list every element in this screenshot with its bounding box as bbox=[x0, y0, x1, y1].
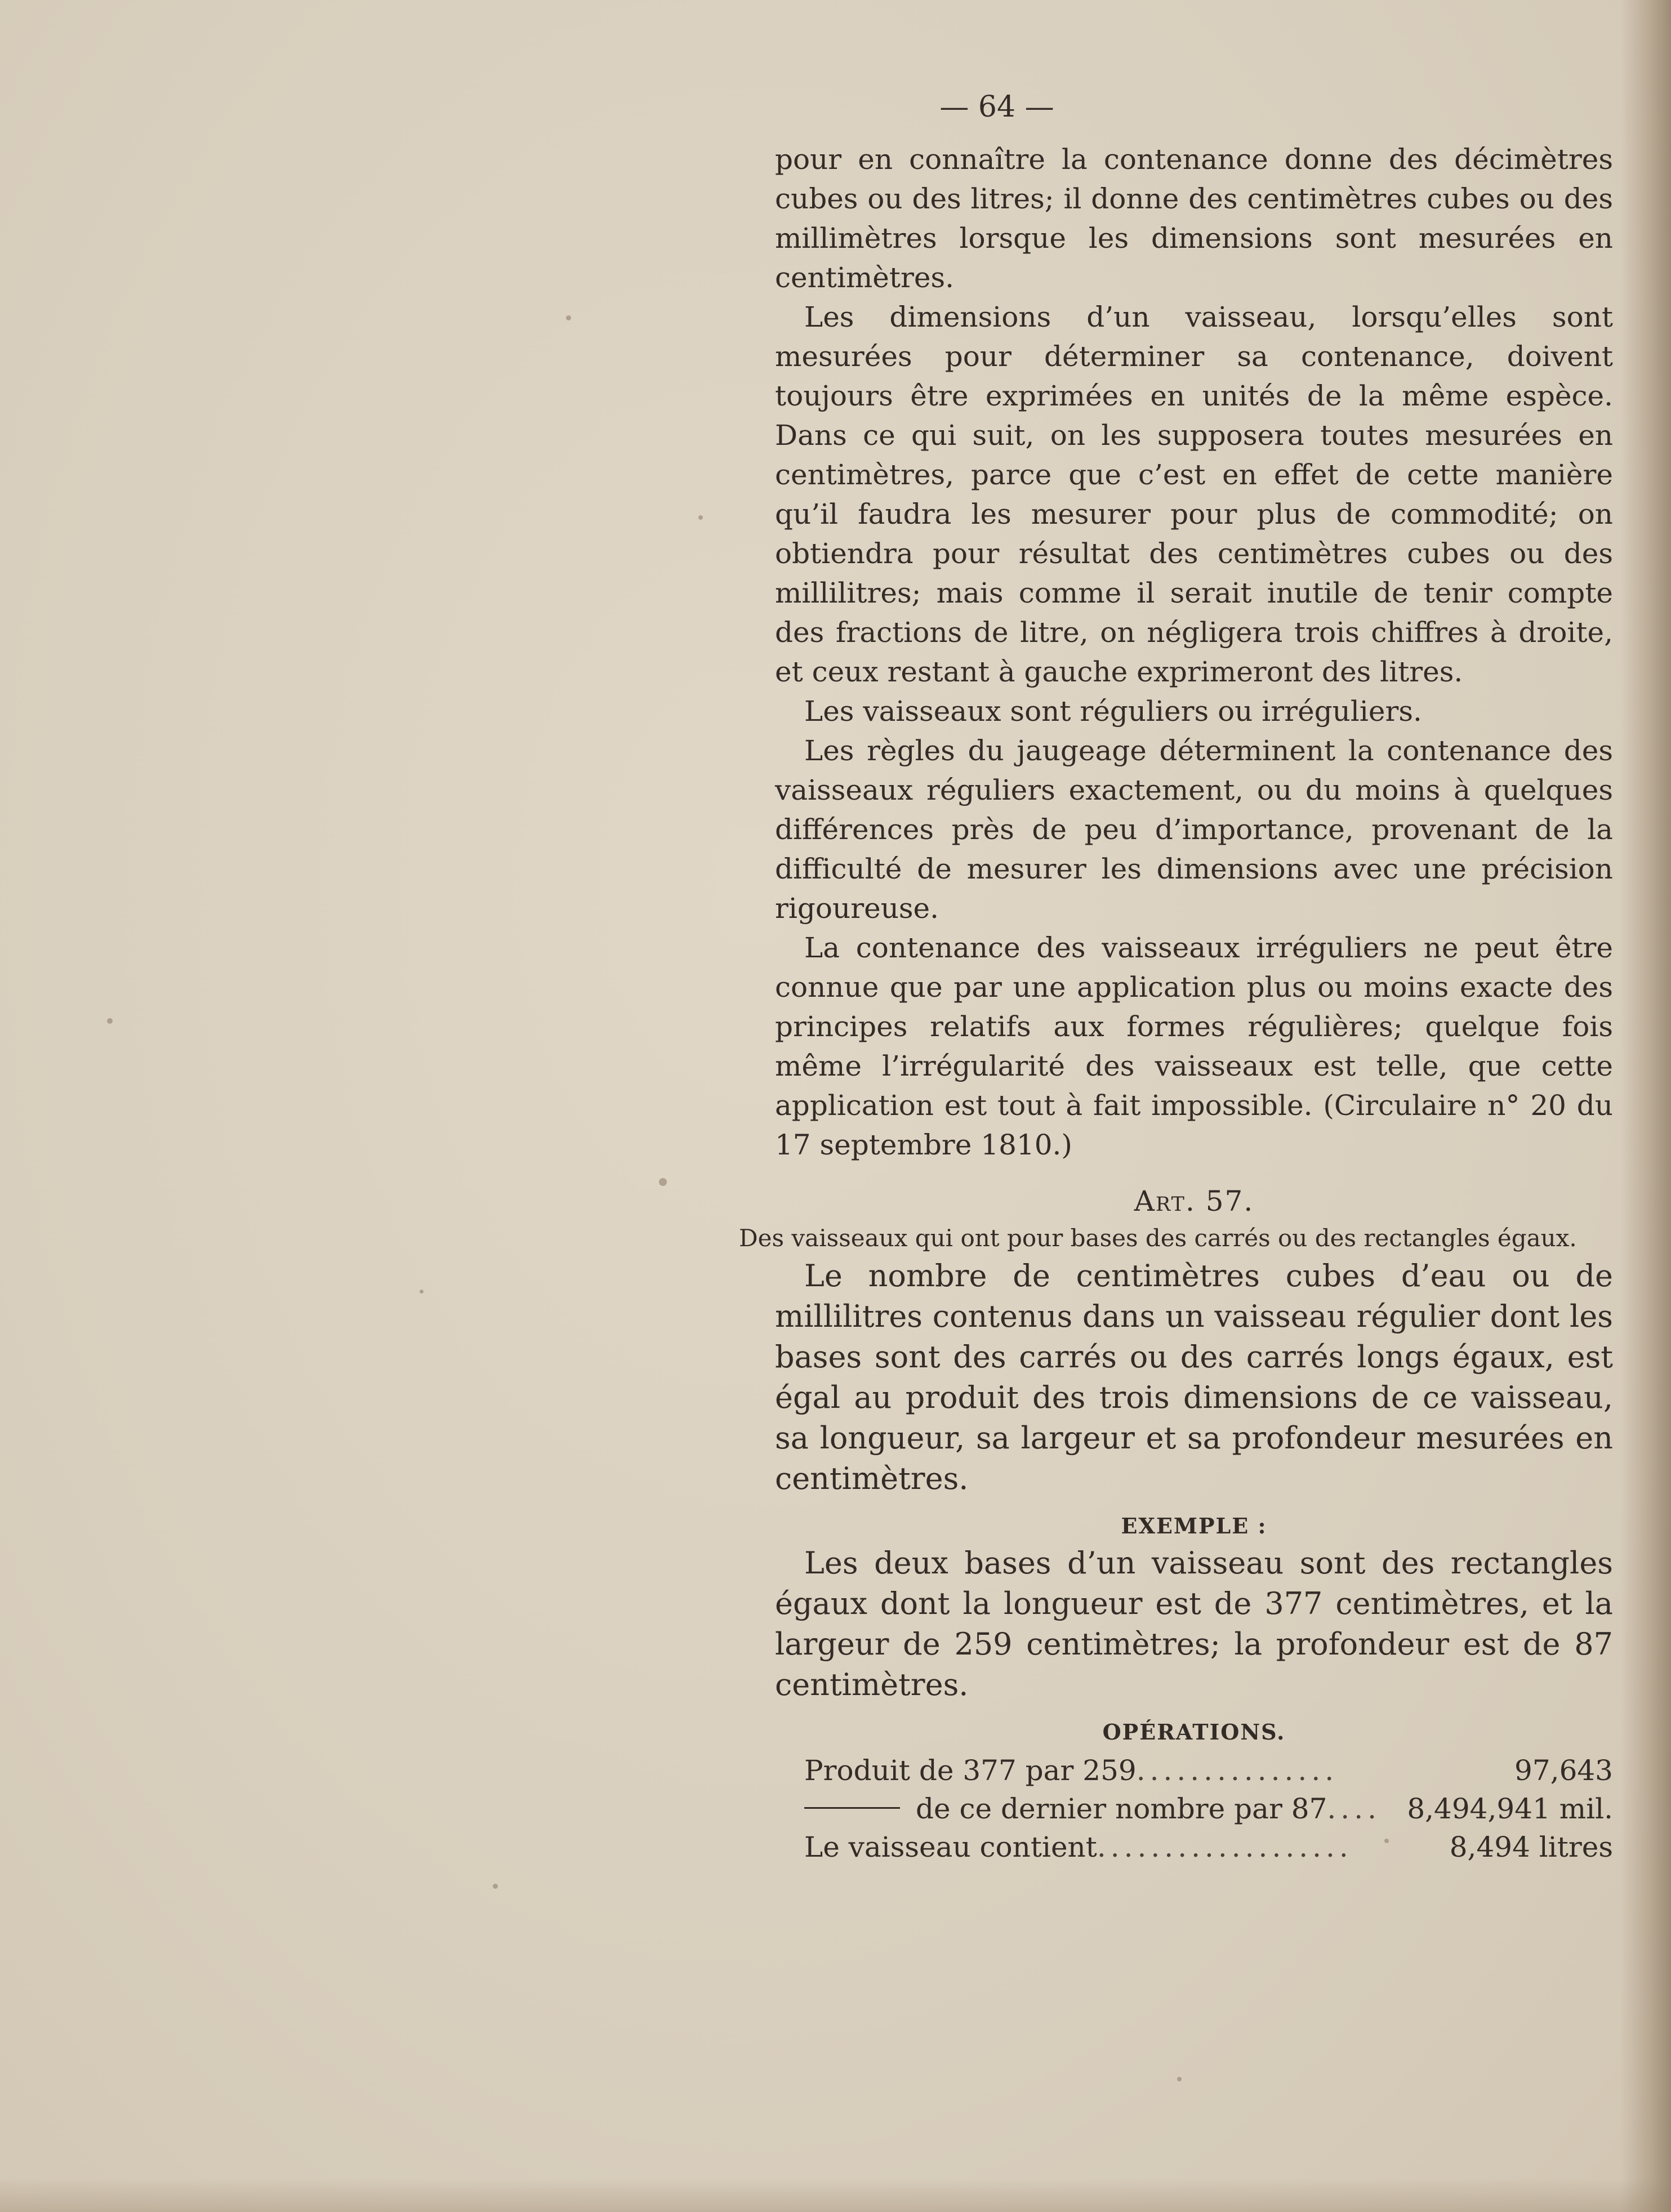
dot-leader: ............... bbox=[1136, 1754, 1339, 1787]
operation-label: de ce dernier nombre par 87 bbox=[916, 1792, 1327, 1825]
foxing-spot bbox=[1177, 2077, 1182, 2081]
article-heading bbox=[775, 1181, 1613, 1221]
paragraph-vaisseaux-types: Les vaisseaux sont réguliers ou irréguliers. bbox=[804, 695, 1422, 728]
paragraph-contenance-continued: pour en connaître la contenance donne des décimètres cubes ou des litres; il donne des centimètres cubes ou des millimètres lorsque les dimensions sont mesurées en centimètres. bbox=[775, 143, 1613, 294]
operation-row bbox=[775, 1751, 1613, 1790]
operation-row bbox=[775, 1790, 1613, 1828]
operation-label: Le vaisseau contient bbox=[804, 1831, 1097, 1863]
foxing-spot bbox=[659, 1178, 667, 1186]
operation-value: 97,643 bbox=[1514, 1754, 1613, 1787]
bottom-shadow bbox=[0, 2178, 1671, 2212]
article-heading-text: Art. 57. bbox=[1134, 1185, 1254, 1218]
binding-shadow bbox=[1620, 0, 1671, 2212]
example-body: Les deux bases d’un vaisseau sont des rectangles égaux dont la longueur est de 377 centimètres, et la largeur de 259 centimètres; la profondeur est de 87 centimètres. bbox=[775, 1545, 1613, 1702]
foxing-spot bbox=[420, 1290, 424, 1294]
foxing-spot bbox=[107, 1018, 113, 1024]
operation-value: 8,494 litres bbox=[1449, 1831, 1613, 1863]
operations-heading: OPÉRATIONS. bbox=[1102, 1719, 1286, 1745]
operation-value: 8,494,941 mil. bbox=[1407, 1792, 1613, 1825]
ditto-dash bbox=[804, 1807, 900, 1809]
paragraph-regles-jaugeage: Les règles du jaugeage déterminent la contenance des vaisseaux réguliers exactement, ou du moins à quelques différences près de peu d’importance, provenant de la difficulté de mesurer les dimensions avec une précision rigoureuse. bbox=[775, 734, 1613, 925]
article-subtitle: Des vaisseaux qui ont pour bases des carrés ou des rectangles égaux. bbox=[739, 1224, 1577, 1252]
operation-label: Produit de 377 par 259 bbox=[804, 1754, 1137, 1787]
operation-label-with-ditto bbox=[775, 1790, 1327, 1828]
dot-leader: ................... bbox=[1097, 1831, 1353, 1863]
example-heading: EXEMPLE : bbox=[1121, 1513, 1267, 1538]
text-block bbox=[739, 140, 1613, 1866]
foxing-spot bbox=[566, 315, 571, 320]
operation-row bbox=[775, 1828, 1613, 1866]
paragraph-dimensions: Les dimensions d’un vaisseau, lorsqu’elles sont mesurées pour déterminer sa contenance, doivent toujours être exprimées en unités de la même espèce. Dans ce qui suit, on les supposera toutes mesurées en centimètres, parce que c’est en effet de cette manière qu’il faudra les mesurer pour plus de commodité; on obtiendra pour résultat des centimètres cubes ou des millilitres; mais comme il serait inutile de tenir compte des fractions de litre, on négligera trois chiffres à droite, et ceux restant à gauche exprimeront des litres. bbox=[775, 301, 1613, 688]
foxing-spot bbox=[493, 1884, 498, 1889]
paragraph-vaisseaux-irreguliers: La contenance des vaisseaux irréguliers ne peut être connue que par une application plus ou moins exacte des principes relatifs aux formes régulières; quelque fois même l’irrégularité des vaisseaux est telle, que cette application est tout à fait impossible. (Circulaire n° 20 du 17 septembre 1810.) bbox=[775, 931, 1613, 1161]
page-number: — 64 — bbox=[939, 90, 1054, 124]
operations-list bbox=[775, 1751, 1613, 1866]
article-body: Le nombre de centimètres cubes d’eau ou de millilitres contenus dans un vaisseau régulier dont les bases sont des carrés ou des carrés longs égaux, est égal au produit des trois dimensions de ce vaisseau, sa longueur, sa largeur et sa profondeur mesurées en centimètres. bbox=[775, 1258, 1613, 1496]
foxing-spot bbox=[698, 515, 703, 520]
dot-leader: .... bbox=[1327, 1792, 1381, 1825]
